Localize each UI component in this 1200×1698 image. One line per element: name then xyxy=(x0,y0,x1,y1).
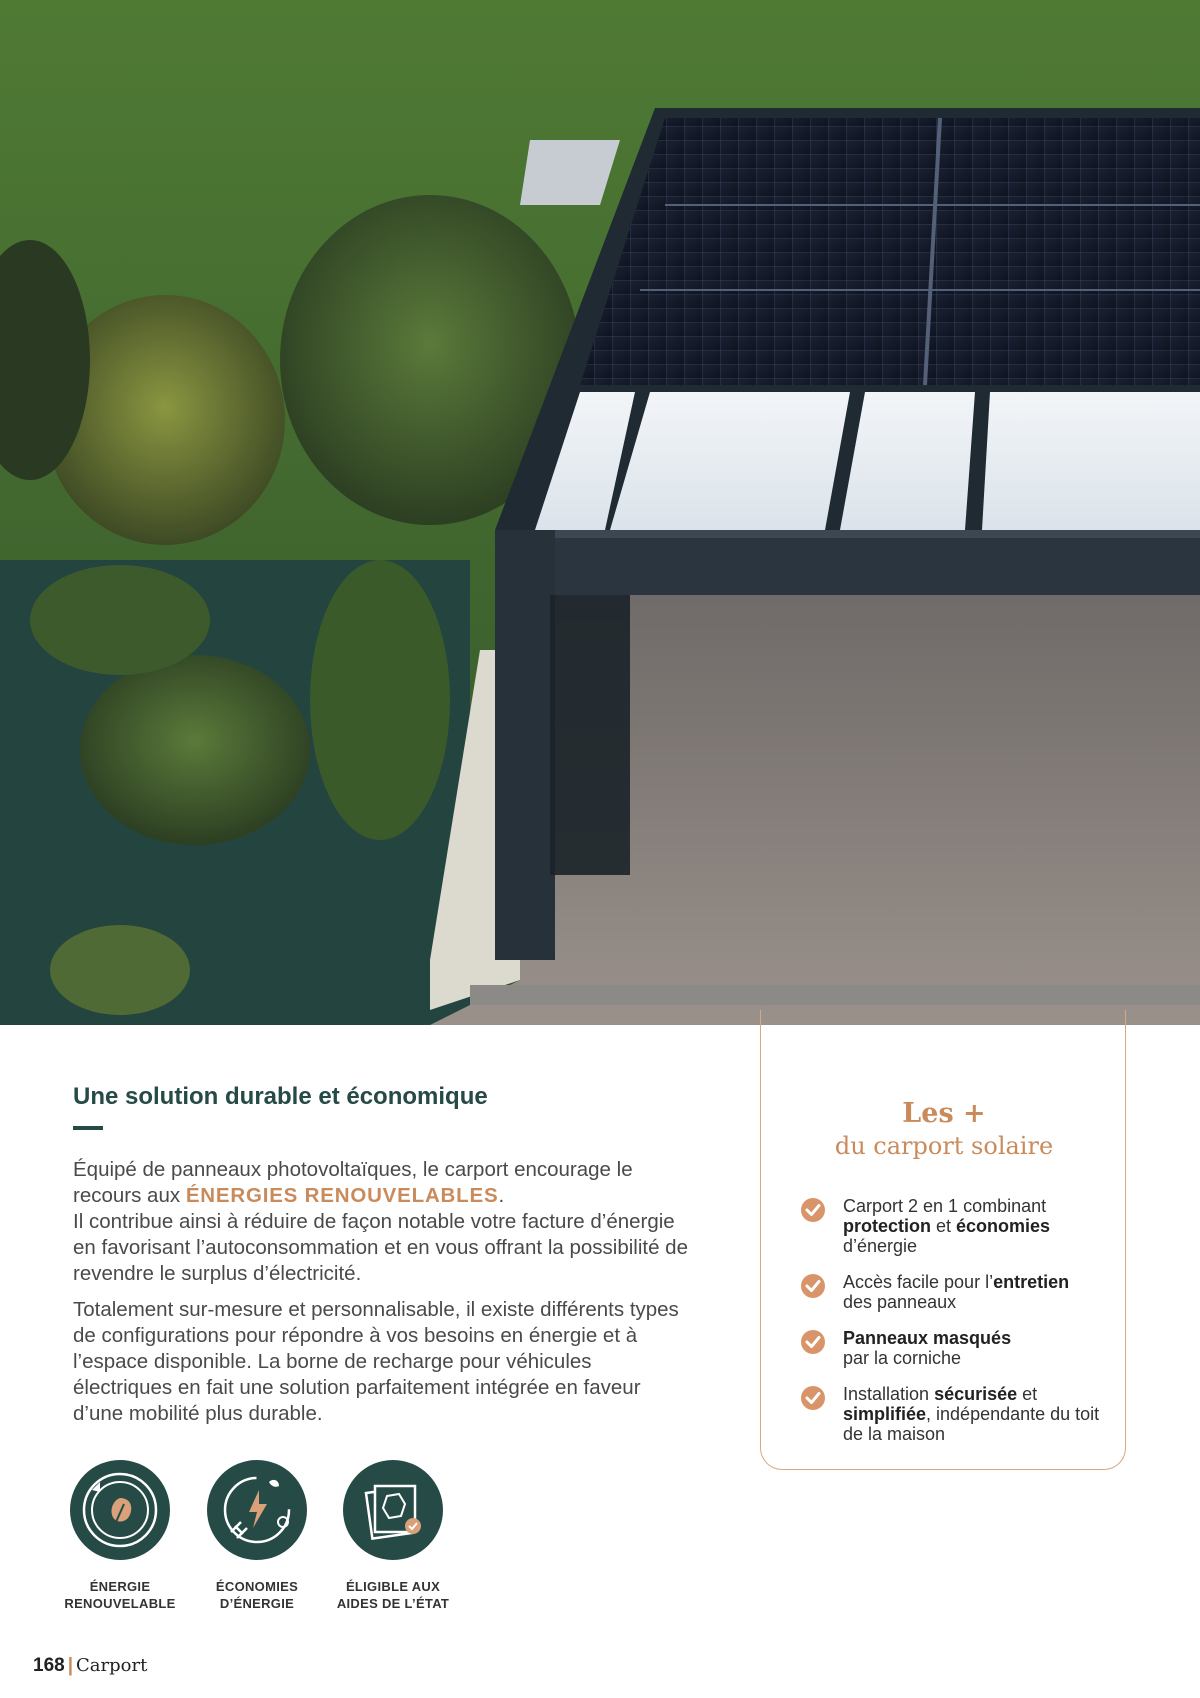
benefits-list xyxy=(801,1196,1101,1460)
benefit-item xyxy=(801,1328,1101,1368)
badge-1-line2: RENOUVELABLE xyxy=(64,1596,176,1611)
benefit-text: Accès facile pour l’ xyxy=(843,1272,994,1292)
check-icon xyxy=(801,1274,825,1298)
footer-section: Carport xyxy=(76,1655,148,1676)
benefit-text: Carport 2 en 1 combinant xyxy=(843,1196,1047,1216)
benefit-text: Installation xyxy=(843,1384,935,1404)
benefit-bold: simplifiée xyxy=(843,1404,927,1424)
benefit-text: par la corniche xyxy=(843,1348,962,1368)
check-icon xyxy=(801,1330,825,1354)
badge-energy-savings xyxy=(182,1460,332,1612)
benefit-text: et xyxy=(931,1216,957,1236)
badge-2-line2: D’ÉNERGIE xyxy=(219,1596,295,1611)
title-underline xyxy=(73,1126,103,1130)
section-title: Une solution durable et économique xyxy=(73,1083,488,1110)
intro-paragraph xyxy=(73,1157,693,1287)
page-number: 168 xyxy=(33,1655,65,1676)
badge-2-line1: ÉCONOMIES xyxy=(215,1579,299,1594)
page-footer xyxy=(33,1655,147,1677)
badge-1-line1: ÉNERGIE xyxy=(89,1579,151,1594)
benefit-text: des panneaux xyxy=(843,1292,957,1312)
benefit-text: et xyxy=(1017,1384,1038,1404)
benefits-title: Les + xyxy=(902,1098,986,1129)
benefit-item xyxy=(801,1196,1101,1256)
benefit-item xyxy=(801,1384,1101,1444)
benefit-text: d’énergie xyxy=(843,1236,918,1256)
renewable-highlight: ÉNERGIES RENOUVELABLES xyxy=(185,1184,499,1207)
benefits-subtitle: du carport solaire xyxy=(834,1132,1054,1160)
badge-3-line1: ÉLIGIBLE AUX xyxy=(345,1579,441,1594)
badge-3-line2: AIDES DE L’ÉTAT xyxy=(336,1596,450,1611)
footer-separator: | xyxy=(67,1655,74,1676)
benefit-bold: protection xyxy=(843,1216,931,1236)
benefit-item xyxy=(801,1272,1101,1312)
benefit-bold: sécurisée xyxy=(934,1384,1018,1404)
renewable-leaf-icon xyxy=(70,1460,170,1560)
benefit-bold: Panneaux masqués xyxy=(843,1328,1012,1348)
intro-text-end: Il contribue ainsi à réduire de façon notable votre facture d’énergie en favorisant l’autoconsommation et en vous offrant la possibilité de revendre le surplus d’électricité. xyxy=(73,1210,688,1285)
check-icon xyxy=(801,1198,825,1222)
intro-period: . xyxy=(498,1184,505,1207)
energy-saving-plug-icon xyxy=(207,1460,307,1560)
benefits-box xyxy=(760,1010,1126,1470)
config-paragraph: Totalement sur-mesure et personnalisable, il existe différents types de configurations pour répondre à vos besoins en énergie et à l’espace disponible. La borne de recharge pour véhicules électriques en fait une solution parfaitement intégrée en faveur d’une mobilité plus durable. xyxy=(73,1298,679,1425)
intro-text-start: Équipé de panneaux photovoltaïques, le carport encourage le recours aux xyxy=(73,1158,633,1207)
benefit-bold: économies xyxy=(956,1216,1051,1236)
benefit-bold: entretien xyxy=(993,1272,1070,1292)
badge-state-aid xyxy=(318,1460,468,1612)
badge-renewable-energy xyxy=(45,1460,195,1612)
state-aid-document-icon xyxy=(343,1460,443,1560)
check-icon xyxy=(801,1386,825,1410)
benefit-text: , indépendante du toit de la maison xyxy=(843,1404,1100,1444)
